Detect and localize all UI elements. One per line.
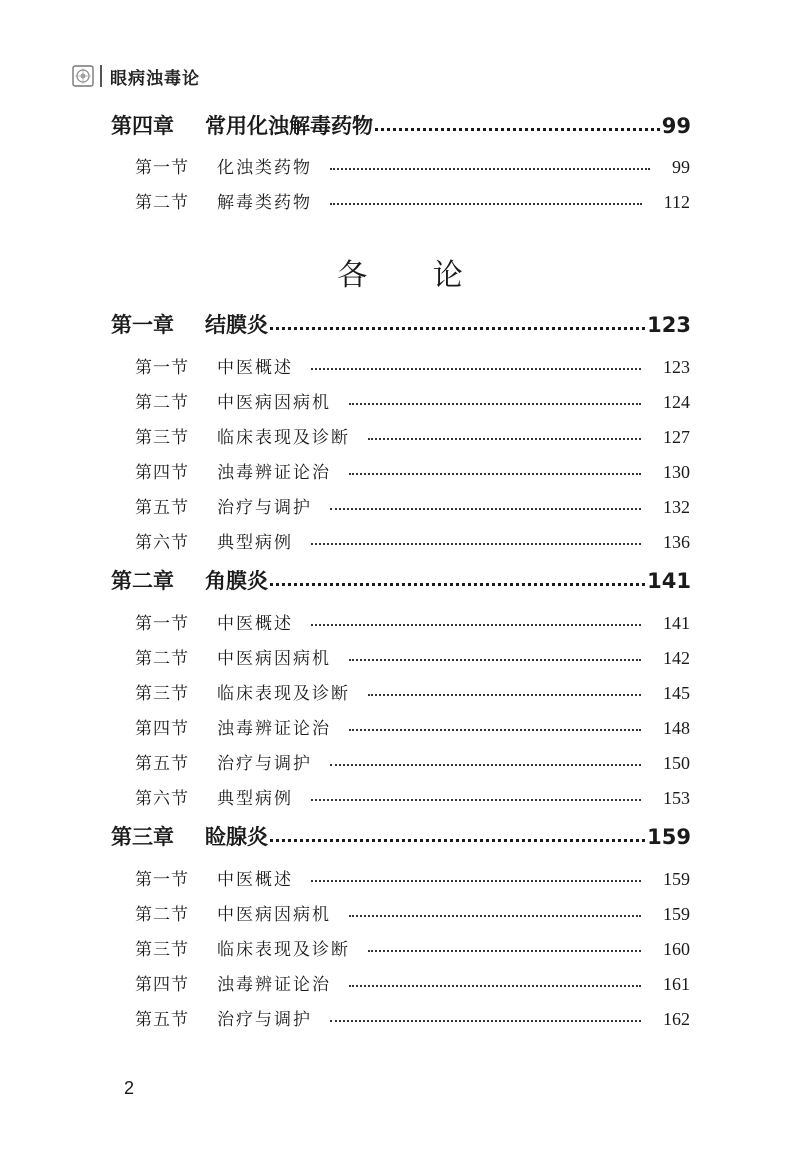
toc-section-entry[interactable]	[0, 353, 800, 387]
toc-entry-title: 中医病因病机	[217, 393, 331, 413]
toc-entry-title: 临床表现及诊断	[217, 428, 350, 448]
toc-entry-number: 第三节	[135, 940, 189, 960]
header-divider	[100, 65, 102, 87]
toc-entry-title: 浊毒辨证论治	[217, 719, 331, 739]
toc-row	[135, 970, 690, 995]
dot-leader	[311, 880, 641, 882]
toc-entry-title: 中医病因病机	[217, 649, 331, 669]
toc-row	[135, 714, 690, 739]
toc-entry-number: 第二节	[135, 905, 189, 925]
toc-page-number: 162	[663, 1009, 690, 1029]
dot-leader	[375, 128, 660, 131]
toc-entry-title: 中医概述	[217, 614, 293, 634]
toc-section-entry[interactable]	[0, 900, 800, 934]
toc-entry-number: 第五节	[135, 1010, 189, 1030]
toc-row	[135, 353, 690, 378]
toc-section-entry[interactable]	[0, 493, 800, 527]
toc-row	[135, 188, 690, 213]
toc-entry-title: 中医概述	[217, 358, 293, 378]
toc-page-number: 127	[663, 427, 690, 447]
toc-page-number: 159	[647, 825, 691, 849]
dot-leader	[270, 583, 645, 586]
dot-leader	[311, 624, 641, 626]
toc-entry-title: 中医病因病机	[217, 905, 331, 925]
toc-row	[135, 493, 690, 518]
toc-entry-number: 第五节	[135, 754, 189, 774]
toc-page-number: 160	[663, 939, 690, 959]
dot-leader	[311, 799, 641, 801]
toc-entry-number: 第六节	[135, 789, 189, 809]
toc-entry-title: 中医概述	[217, 870, 293, 890]
toc-entry-title: 浊毒辨证论治	[217, 463, 331, 483]
toc-entry-number: 第一节	[135, 158, 189, 178]
toc-row	[135, 784, 690, 809]
toc-entry-number: 第四节	[135, 719, 189, 739]
toc-row	[135, 609, 690, 634]
toc-row	[135, 388, 690, 413]
toc-row	[135, 644, 690, 669]
page-number: 2	[124, 1078, 135, 1098]
toc-entry-number: 第二节	[135, 649, 189, 669]
toc-section-entry[interactable]	[0, 609, 800, 643]
toc-section-entry[interactable]	[0, 679, 800, 713]
toc-entry-title: 解毒类药物	[217, 193, 312, 213]
toc-entry-number: 第三章	[111, 825, 174, 849]
toc-section-entry[interactable]	[0, 935, 800, 969]
toc-row	[111, 565, 691, 595]
dot-leader	[368, 950, 641, 952]
toc-entry-title: 睑腺炎	[205, 825, 268, 849]
toc-page-number: 142	[663, 648, 690, 668]
toc-page-number: 136	[663, 532, 690, 552]
toc-page-number: 145	[663, 683, 690, 703]
toc-entry-number: 第四章	[111, 114, 174, 138]
running-header	[72, 63, 200, 89]
toc-entry-number: 第六节	[135, 533, 189, 553]
toc-page-number: 123	[647, 313, 691, 337]
toc-page-number: 123	[663, 357, 690, 377]
toc-entry-number: 第四节	[135, 975, 189, 995]
toc-entry-title: 结膜炎	[205, 313, 268, 337]
dot-leader	[349, 915, 641, 917]
toc-section-entry[interactable]	[0, 153, 800, 187]
toc-chapter-entry[interactable]	[0, 565, 800, 599]
dot-leader	[330, 764, 641, 766]
toc-section-entry[interactable]	[0, 749, 800, 783]
toc-section-entry[interactable]	[0, 423, 800, 457]
toc-page-number: 150	[663, 753, 690, 773]
dot-leader	[368, 438, 641, 440]
dot-leader	[311, 543, 641, 545]
toc-entry-title: 浊毒辨证论治	[217, 975, 331, 995]
toc-entry-number: 第二节	[135, 393, 189, 413]
toc-page-number: 99	[661, 114, 691, 138]
toc-entry-title: 治疗与调护	[217, 754, 312, 774]
dot-leader	[330, 1020, 641, 1022]
toc-entry-number: 第一节	[135, 614, 189, 634]
dot-leader	[349, 659, 641, 661]
toc-page-number: 132	[663, 497, 690, 517]
toc-page-number: 141	[647, 569, 691, 593]
toc-page-number: 159	[663, 869, 690, 889]
toc-entry-title: 治疗与调护	[217, 1010, 312, 1030]
dot-leader	[349, 729, 641, 731]
toc-row	[135, 153, 690, 178]
toc-row	[135, 1005, 690, 1030]
dot-leader	[349, 473, 641, 475]
toc-section-entry[interactable]	[0, 970, 800, 1004]
toc-entry-title: 治疗与调护	[217, 498, 312, 518]
toc-entry-number: 第一节	[135, 870, 189, 890]
toc-entry-number: 第二章	[111, 569, 174, 593]
toc-entry-number: 第三节	[135, 684, 189, 704]
toc-entry-title: 常用化浊解毒药物	[205, 114, 373, 138]
book-title: 眼病浊毒论	[110, 68, 200, 89]
toc-page-number: 124	[663, 392, 690, 412]
ornament-logo-icon	[72, 65, 94, 87]
toc-section-entry[interactable]	[0, 188, 800, 222]
toc-page-number: 112	[663, 192, 690, 212]
toc-entry-number: 第五节	[135, 498, 189, 518]
toc-page-number: 141	[663, 613, 690, 633]
toc-section-entry[interactable]	[0, 388, 800, 422]
dot-leader	[270, 327, 645, 330]
toc-page-number: 159	[663, 904, 690, 924]
toc-page-number: 99	[672, 157, 690, 177]
toc-row	[135, 528, 690, 553]
toc-page-number: 130	[663, 462, 690, 482]
toc-entry-title: 典型病例	[217, 533, 293, 553]
toc-row	[111, 821, 691, 851]
toc-entry-title: 角膜炎	[205, 569, 268, 593]
toc-section-entry[interactable]	[0, 865, 800, 899]
dot-leader	[349, 985, 641, 987]
toc-row	[135, 935, 690, 960]
toc-row	[135, 900, 690, 925]
toc-entry-title: 典型病例	[217, 789, 293, 809]
toc-section-entry[interactable]	[0, 784, 800, 818]
toc-entry-title: 临床表现及诊断	[217, 684, 350, 704]
toc-row	[111, 309, 691, 339]
toc-entry-title: 化浊类药物	[217, 158, 312, 178]
dot-leader	[349, 403, 641, 405]
toc-entry-number: 第四节	[135, 463, 189, 483]
toc-page-number: 148	[663, 718, 690, 738]
toc-page-number: 153	[663, 788, 690, 808]
toc-entry-title: 临床表现及诊断	[217, 940, 350, 960]
toc-page-number: 161	[663, 974, 690, 994]
toc-row	[135, 749, 690, 774]
dot-leader	[330, 203, 642, 205]
toc-chapter-entry[interactable]	[0, 309, 800, 343]
toc-chapter-entry[interactable]	[0, 110, 800, 144]
toc-section-entry[interactable]	[0, 1005, 800, 1039]
toc-entry-number: 第一节	[135, 358, 189, 378]
toc-row	[135, 865, 690, 890]
dot-leader	[311, 368, 641, 370]
dot-leader	[368, 694, 641, 696]
toc-row	[135, 458, 690, 483]
toc-row	[111, 110, 691, 140]
toc-chapter-entry[interactable]	[0, 821, 800, 855]
toc-entry-number: 第二节	[135, 193, 189, 213]
dot-leader	[270, 839, 645, 842]
toc-row	[135, 423, 690, 448]
toc-section-entry[interactable]	[0, 528, 800, 562]
part-heading: 各 论	[337, 258, 491, 293]
toc-entry-number: 第三节	[135, 428, 189, 448]
dot-leader	[330, 508, 641, 510]
toc-entry-number: 第一章	[111, 313, 174, 337]
toc-row	[135, 679, 690, 704]
toc-section-entry[interactable]	[0, 714, 800, 748]
toc-section-entry[interactable]	[0, 458, 800, 492]
dot-leader	[330, 168, 650, 170]
toc-section-entry[interactable]	[0, 644, 800, 678]
